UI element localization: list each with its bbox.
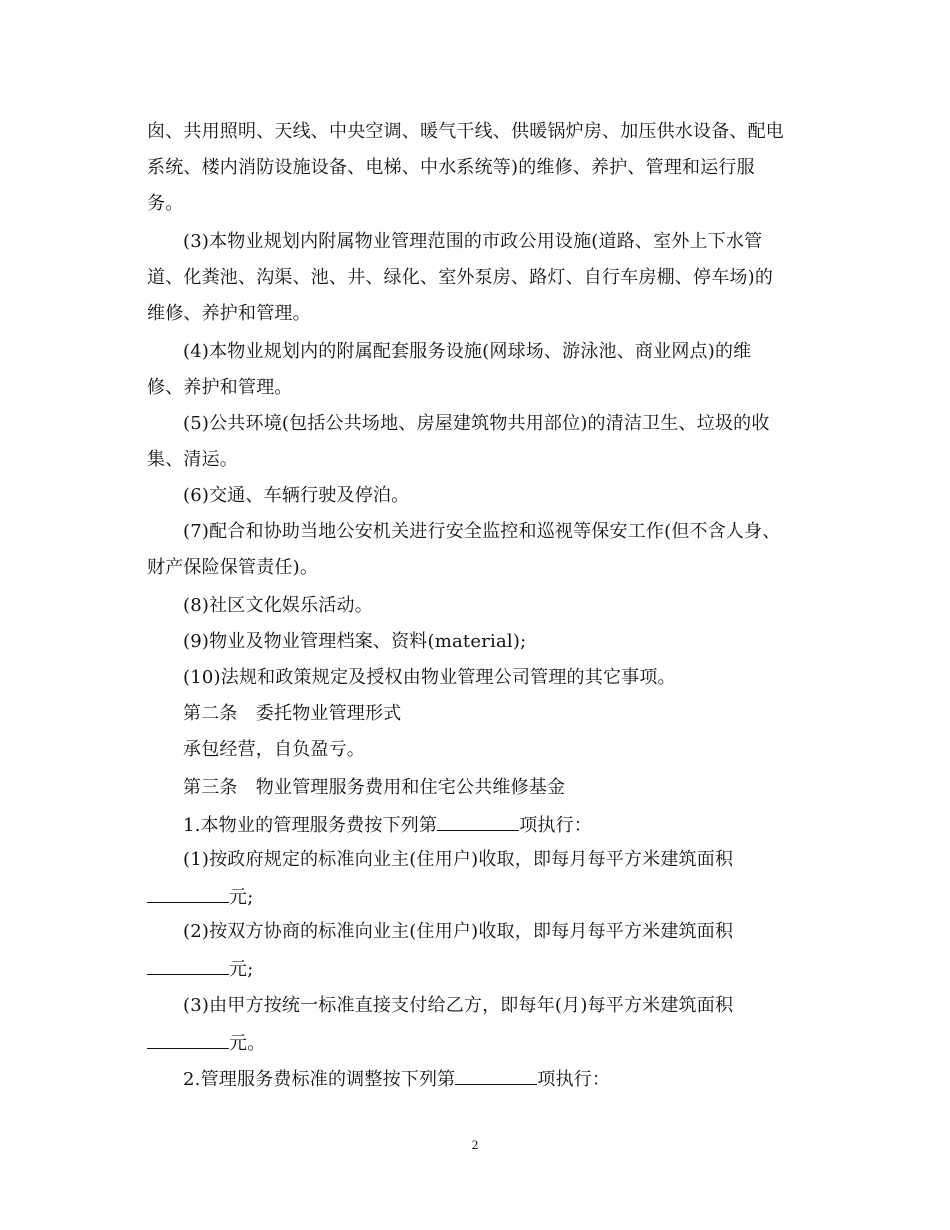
fill-in-line: [183, 812, 592, 838]
page-number: 2: [471, 1137, 479, 1152]
body-line: (7)配合和协助当地公安机关进行安全监控和巡视等保安工作(但不含人身、: [183, 521, 781, 542]
fill-in-line: [147, 1030, 265, 1056]
line-text: 2.管理服务费标准的调整按下列第: [183, 1069, 456, 1090]
body-line: (9)物业及物业管理档案、资料(material);: [183, 631, 527, 652]
line-text: 1.本物业的管理服务费按下列第: [183, 815, 438, 836]
body-line: (4)本物业规划内的附属配套服务设施(网球场、游泳池、商业网点)的维: [183, 341, 752, 362]
section-heading: 第二条 委托物业管理形式: [183, 703, 402, 724]
body-line: (5)公共环境(包括公共场地、房屋建筑物共用部位)的清洁卫生、垃圾的收: [183, 413, 770, 434]
fill-blank[interactable]: [147, 884, 229, 903]
body-line: (2)按双方协商的标准向业主(住用户)收取，即每月每平方米建筑面积: [183, 921, 734, 942]
fill-blank[interactable]: [455, 1066, 537, 1085]
body-line: 囱、共用照明、天线、中央空调、暖气干线、供暖锅炉房、加压供水设备、配电: [147, 121, 784, 142]
body-line: (8)社区文化娱乐活动。: [183, 595, 373, 616]
body-line: 系统、楼内消防设施设备、电梯、中水系统等)的维修、养护、管理和运行服: [147, 157, 755, 178]
line-text: 元。: [229, 1033, 266, 1054]
body-line: (1)按政府规定的标准向业主(住用户)收取，即每月每平方米建筑面积: [183, 849, 734, 870]
fill-in-line: [183, 1066, 610, 1092]
line-text: 元;: [229, 887, 254, 908]
fill-blank[interactable]: [437, 812, 519, 831]
body-line: 集、清运。: [147, 449, 238, 470]
section-heading: 第三条 物业管理服务费用和住宅公共维修基金: [183, 777, 566, 798]
body-line: (6)交通、车辆行驶及停泊。: [183, 485, 410, 506]
body-line: 修、养护和管理。: [147, 377, 293, 398]
fill-blank[interactable]: [147, 1030, 229, 1049]
body-line: 承包经营，自负盈亏。: [183, 739, 365, 760]
body-line: 道、化粪池、沟渠、池、井、绿化、室外泵房、路灯、自行车房棚、停车场)的: [147, 267, 774, 288]
line-text: 元;: [229, 959, 254, 980]
line-text: 项执行：: [519, 815, 592, 836]
body-line: 维修、养护和管理。: [147, 303, 311, 324]
fill-in-line: [147, 956, 253, 982]
line-text: 项执行：: [537, 1069, 611, 1090]
body-line: 务。: [147, 193, 184, 214]
fill-in-line: [147, 884, 253, 910]
body-line: (3)由甲方按统一标准直接支付给乙方，即每年(月)每平方米建筑面积: [183, 995, 734, 1016]
fill-blank[interactable]: [147, 956, 229, 975]
body-line: 财产保险保管责任)。: [147, 557, 319, 578]
body-line: (3)本物业规划内附属物业管理范围的市政公用设施(道路、室外上下水管: [183, 231, 763, 252]
body-line: (10)法规和政策规定及授权由物业管理公司管理的其它事项。: [183, 667, 676, 688]
